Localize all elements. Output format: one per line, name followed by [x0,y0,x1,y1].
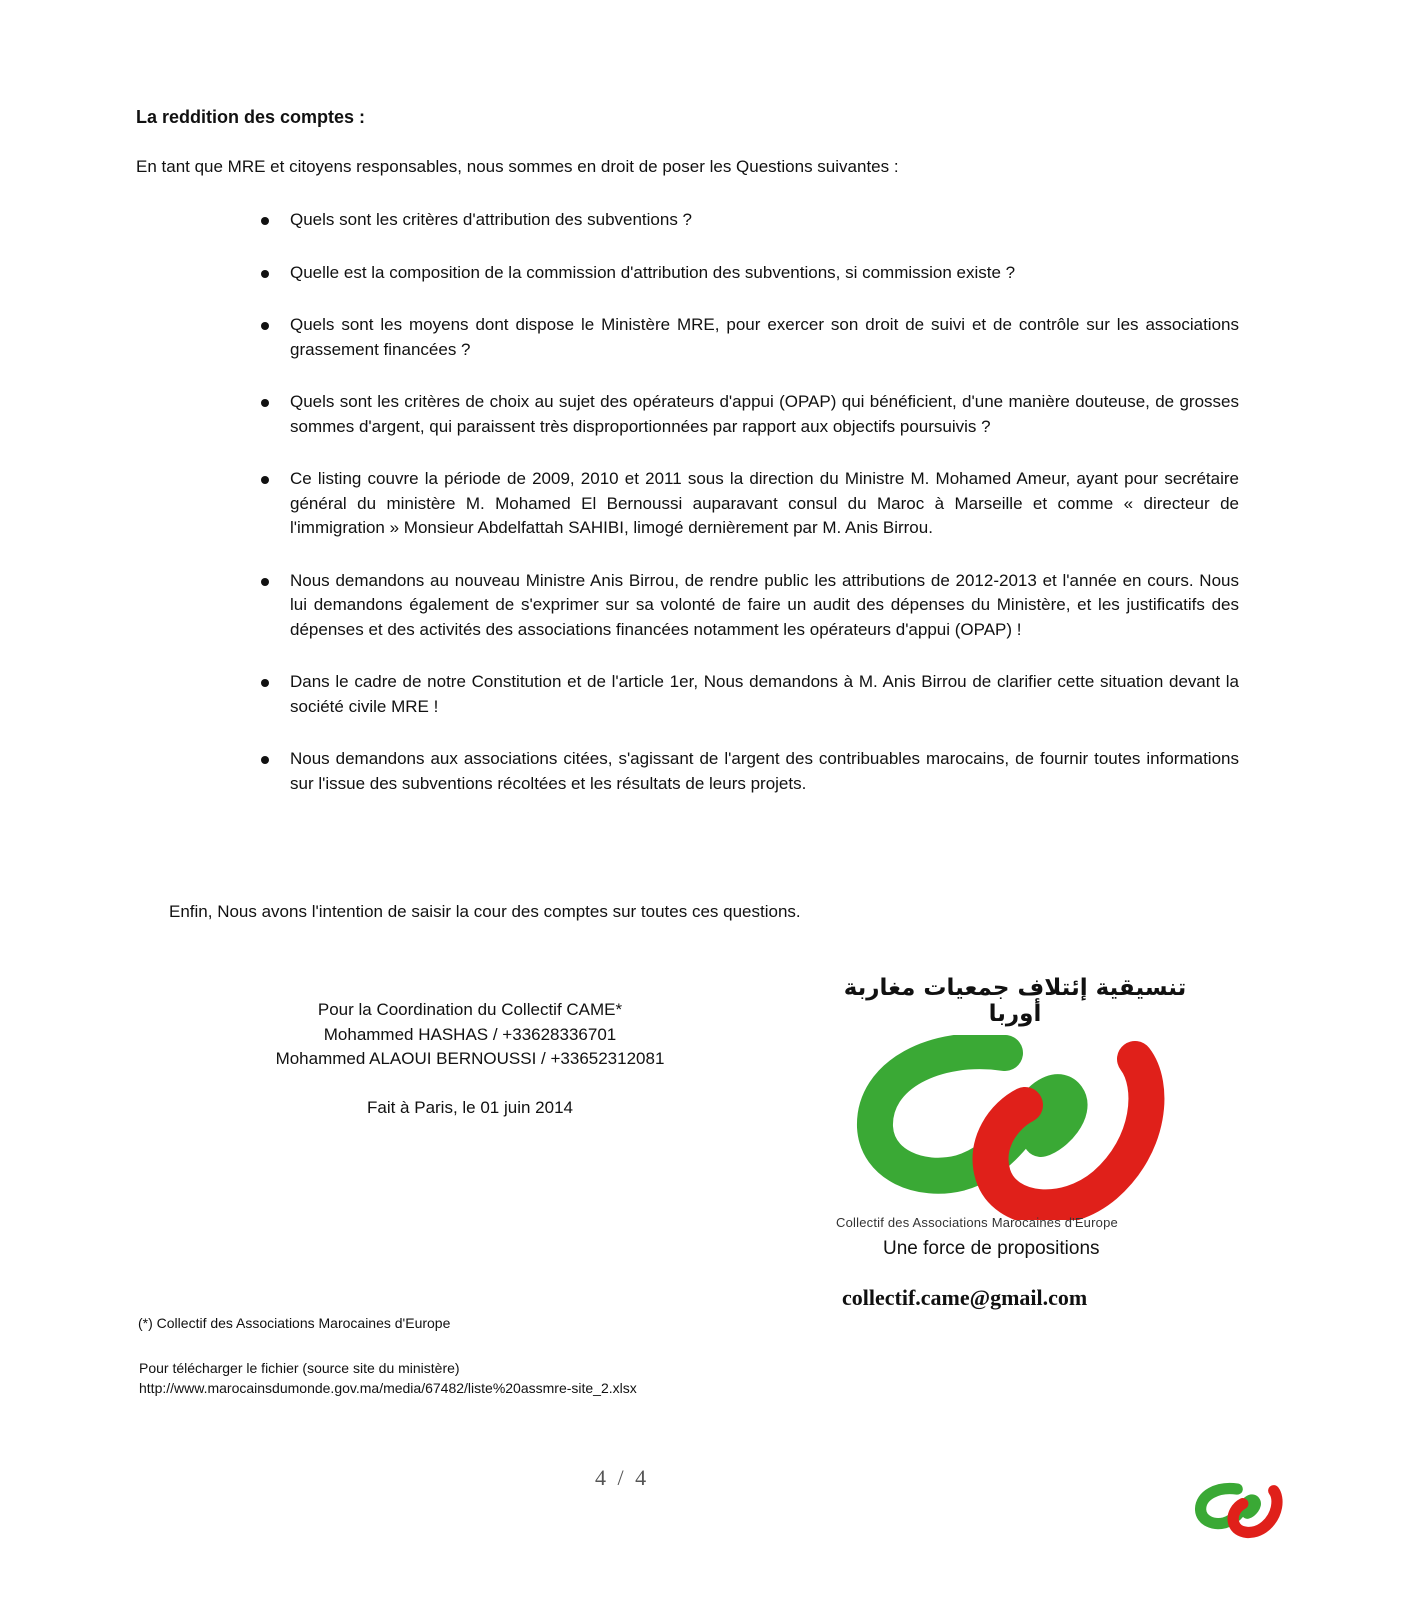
list-item-text: Ce listing couvre la période de 2009, 2010 et 2011 sous la direction du Ministre M. Mohamed Ameur, ayant pour secrétaire général du ministère M. Mohamed El Bernoussi auparavant consul du Maroc à Marseille et comme « directeur de l'immigration » Monsieur Abdelfattah SAHIBI, limogé dernièrement par M. Anis Birrou. [290,469,1239,537]
logo-arabic-title: تنسيقية إئتلاف جمعيات مغاربة أوربا [843,975,1187,1027]
list-item [256,747,1239,796]
list-item-text: Nous demandons au nouveau Ministre Anis Birrou, de rendre public les attributions de 2012-2013 et l'année en cours. Nous lui demandons également de s'exprimer sur sa volonté de faire un audit des dépenses du Ministère, et les justificatifs des dépenses et des activités des associations financées notamment les opérateurs d'appui (OPAP) ! [290,570,1239,639]
signature-line: Pour la Coordination du Collectif CAME* [317,1000,623,1019]
bullet-icon [261,578,269,586]
list-item [256,467,1239,541]
questions-list [256,208,1239,824]
logo-caption: Collectif des Associations Marocaines d'Europe [836,1215,1118,1230]
bullet-icon [261,476,269,484]
list-item-text: Quelle est la composition de la commission d'attribution des subventions, si commission existe ? [290,262,1016,282]
section-heading: La reddition des comptes : [136,107,366,127]
signature-contact: Mohammed ALAOUI BERNOUSSI / +33652312081 [275,1049,665,1068]
list-item [256,313,1239,362]
signature-place-date: Fait à Paris, le 01 juin 2014 [366,1097,573,1117]
bullet-icon [261,399,269,407]
download-link[interactable]: http://www.marocainsdumonde.gov.ma/media/67482/liste%20assmre-site_2.xlsx [139,1380,637,1396]
list-item-text: Quels sont les moyens dont dispose le Ministère MRE, pour exercer son droit de suivi et de contrôle sur les associations grassement financées ? [290,315,1239,359]
signature-block [250,998,690,1120]
bullet-icon [261,217,269,225]
list-item [256,208,1239,233]
logo-tagline: Une force de propositions [883,1238,1100,1259]
list-item [256,261,1239,286]
intro-paragraph: En tant que MRE et citoyens responsables, nous sommes en droit de poser les Questions suivantes : [136,157,899,176]
came-logo [830,975,1200,1220]
signature-contact: Mohammed HASHAS / +33628336701 [323,1024,617,1044]
list-item-text: Quels sont les critères d'attribution des subventions ? [290,210,693,229]
list-item-text: Quels sont les critères de choix au sujet des opérateurs d'appui (OPAP) qui bénéficient, d'une manière douteuse, de grosses sommes d'argent, qui paraissent très disproportionnées par rapport aux objectifs poursuivis ? [290,392,1239,436]
download-label: Pour télécharger le fichier (source site du ministère) [139,1360,460,1376]
list-item [256,569,1239,643]
list-item-text: Nous demandons aux associations citées, s'agissant de l'argent des contribuables marocains, de fournir toutes informations sur l'issue des subventions récoltées et les résultats de leurs projets. [290,749,1239,793]
page-number: 4 / 4 [595,1465,650,1490]
contact-email[interactable]: collectif.came@gmail.com [842,1285,1088,1310]
closing-paragraph: Enfin, Nous avons l'intention de saisir la cour des comptes sur toutes ces questions. [169,902,801,921]
came-logo-icon [855,1035,1175,1220]
list-item-text: Dans le cadre de notre Constitution et de l'article 1er, Nous demandons à M. Anis Birrou de clarifier cette situation devant la société civile MRE ! [290,672,1239,716]
list-item [256,390,1239,439]
bullet-icon [261,270,269,278]
bullet-icon [261,756,269,764]
list-item [256,670,1239,719]
came-small-logo-icon [1195,1475,1285,1545]
bullet-icon [261,679,269,687]
footnote: (*) Collectif des Associations Marocaines d'Europe [138,1315,451,1331]
bullet-icon [261,322,269,330]
